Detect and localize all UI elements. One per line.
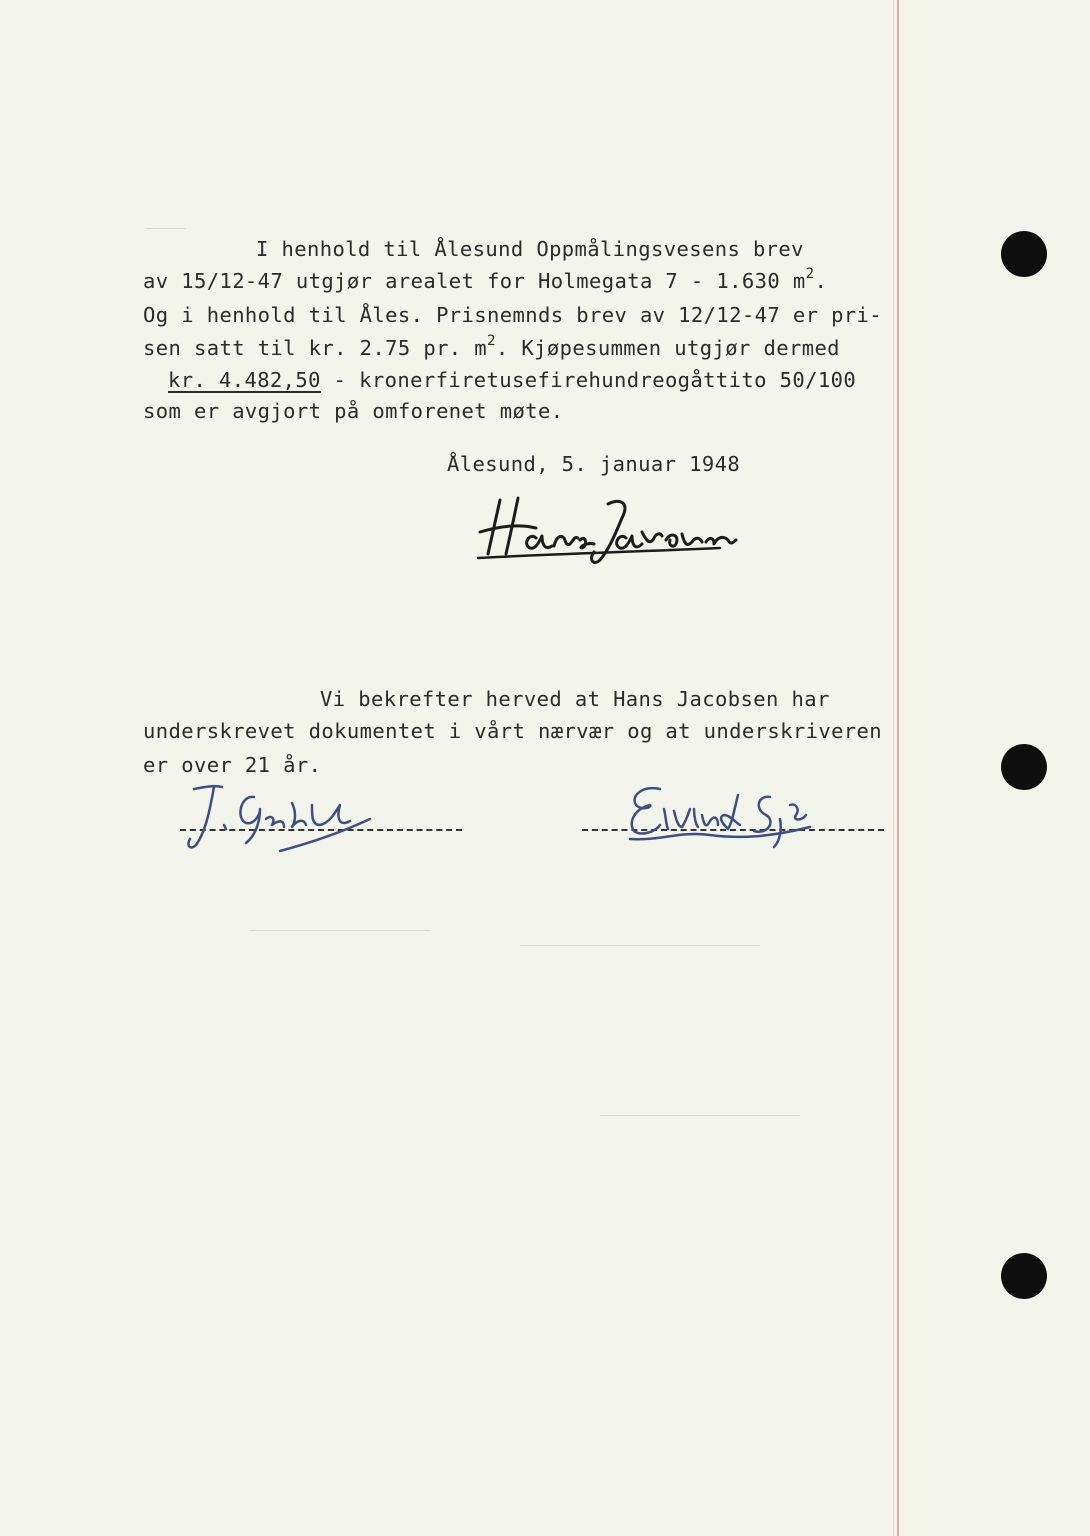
body-text: av 15/12-47 utgjør arealet for Holmegata 7 - 1.630 m [143,269,806,293]
body-line: er over 21 år. [143,753,322,777]
body-line [143,266,828,293]
witness-signature-left [180,775,380,860]
body-line [143,333,840,360]
body-text: . Kjøpesummen utgjør dermed [495,336,840,360]
margin-rule [897,0,899,1536]
body-line: Vi bekrefter herved at Hans Jacobsen har [320,687,830,711]
margin-rule-inner [893,0,894,1536]
punch-hole-bottom [1001,1253,1047,1299]
body-line: I henhold til Ålesund Oppmålingsvesens brev [256,237,804,261]
body-line [168,368,856,392]
superscript: 2 [805,266,815,282]
superscript: 2 [487,333,496,349]
place-date: Ålesund, 5. januar 1948 [447,452,741,476]
body-text: sen satt til kr. 2.75 pr. m [143,336,488,360]
witness-signature-right [620,775,830,855]
body-line: Og i henhold til Åles. Prisnemnds brev av 12/12-47 er pri- [143,303,883,327]
punch-hole-top [1001,231,1047,277]
body-line: underskrevet dokumentet i vårt nærvær og at underskriveren [143,719,883,743]
body-text: . [814,269,828,293]
amount: kr. 4.482,50 [168,368,321,392]
signature-main [470,488,750,568]
punch-hole-middle [1001,744,1047,790]
body-line: som er avgjort på omforenet møte. [143,399,564,423]
body-text: - kronerfiretusefirehundreogåttito 50/100 [320,368,857,392]
